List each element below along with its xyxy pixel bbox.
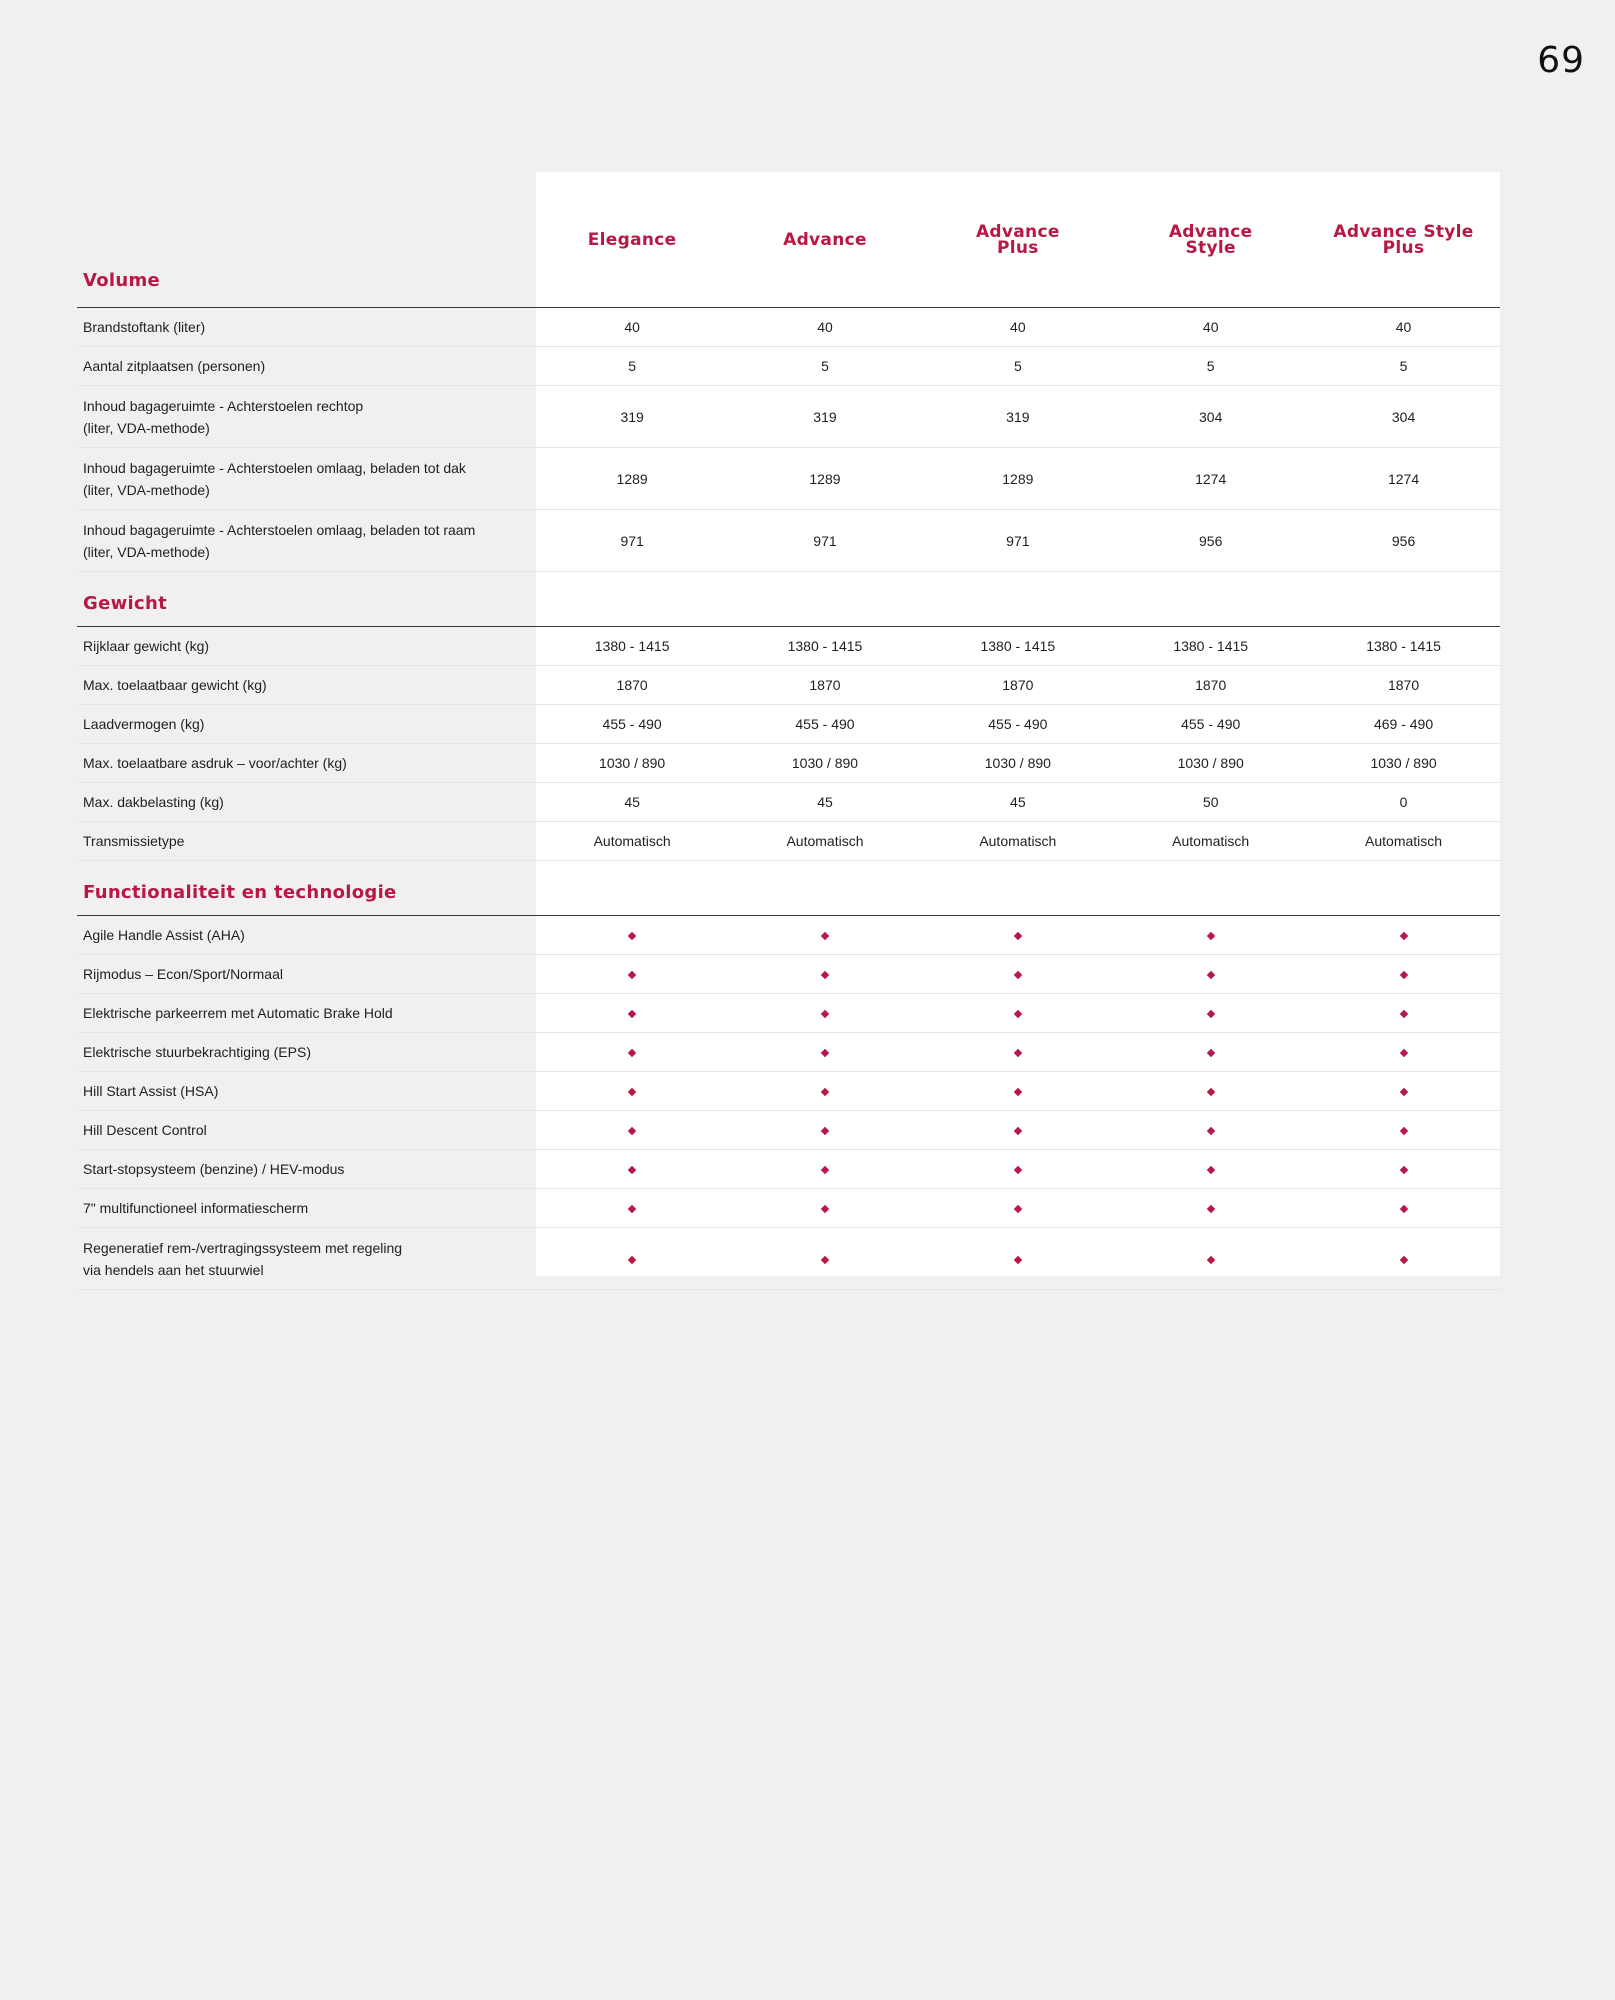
cell-elegance: 455 - 490 <box>602 716 662 732</box>
cell-advance-style: 1870 <box>1195 677 1227 693</box>
included-diamond-icon <box>1206 1127 1214 1135</box>
cell-advance: 5 <box>821 358 829 374</box>
included-diamond-icon <box>628 1049 636 1057</box>
cell-advance-style: 5 <box>1206 358 1215 374</box>
row-label: Inhoud bagageruimte - Achterstoelen omlaag, beladen tot dak (liter, VDA-methode) <box>83 459 466 498</box>
cell-advance-style-plus: 1274 <box>1387 470 1420 487</box>
cell-advance-plus: 971 <box>1006 532 1030 549</box>
table-row <box>77 347 1500 386</box>
included-diamond-icon <box>1399 1166 1407 1174</box>
cell-advance-style-plus: 956 <box>1391 532 1416 549</box>
cell-advance-style-plus <box>1307 1080 1500 1102</box>
included-diamond-icon <box>1399 1010 1407 1018</box>
included-diamond-icon <box>1399 932 1407 940</box>
cell-advance: 1289 <box>809 470 841 487</box>
included-diamond-icon <box>1399 1127 1407 1135</box>
cell-advance-plus: 5 <box>1013 358 1022 374</box>
table-row <box>77 1150 1500 1189</box>
cell-advance-style <box>1114 1041 1307 1063</box>
cell-elegance <box>536 1041 729 1063</box>
cell-advance-style-plus <box>1307 1119 1500 1141</box>
cell-elegance: 1870 <box>616 677 648 693</box>
table-row <box>77 1111 1500 1150</box>
table-row <box>77 308 1500 347</box>
cell-advance-plus <box>921 1248 1114 1270</box>
included-diamond-icon <box>1206 971 1214 979</box>
cell-advance-style-plus <box>1307 1197 1500 1219</box>
table-row <box>77 1072 1500 1111</box>
row-label: Max. dakbelasting (kg) <box>83 794 224 810</box>
cell-advance-plus: 1289 <box>1002 470 1034 487</box>
page-number: 69 <box>1537 40 1585 81</box>
included-diamond-icon <box>1014 1127 1022 1135</box>
cell-advance-style-plus: 40 <box>1395 319 1412 335</box>
table-row <box>77 510 1500 572</box>
row-label: Inhoud bagageruimte - Achterstoelen rechtop (liter, VDA-methode) <box>83 397 364 436</box>
cell-advance-style: 1274 <box>1195 470 1227 487</box>
section-header-gewicht <box>77 572 1500 627</box>
cell-advance-style: 50 <box>1202 794 1219 810</box>
row-label: Elektrische parkeerrem met Automatic Brake Hold <box>83 1005 393 1021</box>
cell-advance: 40 <box>817 319 833 335</box>
cell-advance-style: 455 - 490 <box>1181 716 1241 732</box>
table-row <box>77 1033 1500 1072</box>
cell-advance-style <box>1114 963 1307 985</box>
cell-elegance <box>536 963 729 985</box>
cell-advance-style-plus <box>1307 1248 1500 1270</box>
row-label: Max. toelaatbare asdruk – voor/achter (kg) <box>83 755 347 771</box>
cell-advance-plus: 40 <box>1010 319 1026 335</box>
included-diamond-icon <box>1014 1256 1022 1264</box>
included-diamond-icon <box>821 932 829 940</box>
cell-advance <box>729 1248 922 1270</box>
spec-table <box>77 172 1500 1290</box>
included-diamond-icon <box>821 1049 829 1057</box>
table-row <box>77 386 1500 448</box>
cell-advance-plus <box>921 1002 1114 1024</box>
cell-advance-style: 40 <box>1202 319 1219 335</box>
cell-advance <box>729 924 922 946</box>
cell-elegance <box>536 1002 729 1024</box>
included-diamond-icon <box>1206 1205 1214 1213</box>
included-diamond-icon <box>821 1256 829 1264</box>
section-title: Gewicht <box>83 593 167 614</box>
cell-elegance <box>536 924 729 946</box>
cell-advance-style: 956 <box>1199 532 1223 549</box>
cell-advance-plus: Automatisch <box>979 833 1057 849</box>
row-label: Hill Descent Control <box>83 1122 207 1138</box>
cell-elegance: 1030 / 890 <box>599 755 666 771</box>
cell-advance <box>729 1041 922 1063</box>
cell-advance-style <box>1114 1119 1307 1141</box>
included-diamond-icon <box>1206 1088 1214 1096</box>
cell-advance-style-plus <box>1307 1158 1500 1180</box>
cell-elegance <box>536 1158 729 1180</box>
row-label: Aantal zitplaatsen (personen) <box>83 358 266 374</box>
cell-advance-style-plus: 1030 / 890 <box>1370 755 1437 771</box>
cell-elegance: 5 <box>628 358 637 374</box>
cell-elegance: 1289 <box>616 470 648 487</box>
included-diamond-icon <box>1014 1010 1022 1018</box>
included-diamond-icon <box>628 971 636 979</box>
cell-advance-plus: 1380 - 1415 <box>980 638 1056 654</box>
cell-advance: 455 - 490 <box>795 716 855 732</box>
included-diamond-icon <box>1014 1088 1022 1096</box>
table-row <box>77 666 1500 705</box>
column-header-advance-style-plus: Advance Style Plus <box>1333 221 1474 258</box>
cell-advance-style-plus <box>1307 924 1500 946</box>
cell-advance-style-plus <box>1307 963 1500 985</box>
cell-elegance: 45 <box>624 794 640 810</box>
column-header-advance-style: Advance Style <box>1168 221 1253 258</box>
cell-advance-style-plus: Automatisch <box>1365 833 1443 849</box>
cell-advance-style-plus: 0 <box>1399 794 1408 810</box>
cell-elegance <box>536 1248 729 1270</box>
cell-advance-plus <box>921 924 1114 946</box>
cell-advance-style-plus <box>1307 1041 1500 1063</box>
included-diamond-icon <box>1014 1205 1022 1213</box>
included-diamond-icon <box>1206 1256 1214 1264</box>
cell-advance: Automatisch <box>786 833 864 849</box>
section-header-volume <box>77 172 1500 308</box>
cell-elegance <box>536 1197 729 1219</box>
cell-advance-style: 1380 - 1415 <box>1173 638 1249 654</box>
cell-advance-style <box>1114 1002 1307 1024</box>
included-diamond-icon <box>1206 1010 1214 1018</box>
included-diamond-icon <box>1014 932 1022 940</box>
cell-advance-style-plus <box>1307 1002 1500 1024</box>
cell-advance: 1380 - 1415 <box>787 638 863 654</box>
table-row <box>77 994 1500 1033</box>
column-header-advance-plus: Advance Plus <box>975 221 1060 258</box>
row-label: Transmissietype <box>83 833 185 849</box>
cell-elegance <box>536 1080 729 1102</box>
cell-advance-plus <box>921 1158 1114 1180</box>
included-diamond-icon <box>1206 932 1214 940</box>
cell-advance-style-plus: 304 <box>1391 408 1416 425</box>
table-row <box>77 627 1500 666</box>
cell-advance <box>729 1197 922 1219</box>
table-row <box>77 448 1500 510</box>
column-header-elegance: Elegance <box>587 229 677 250</box>
cell-advance-style-plus: 469 - 490 <box>1373 716 1434 732</box>
included-diamond-icon <box>821 1166 829 1174</box>
included-diamond-icon <box>628 1088 636 1096</box>
section-title: Volume <box>83 270 161 291</box>
cell-advance-style <box>1114 1080 1307 1102</box>
included-diamond-icon <box>1399 1205 1407 1213</box>
cell-advance-style <box>1114 924 1307 946</box>
cell-advance-plus: 1870 <box>1002 677 1034 693</box>
cell-advance <box>729 1158 922 1180</box>
cell-advance-plus: 319 <box>1006 408 1030 425</box>
cell-elegance: 40 <box>624 319 640 335</box>
cell-advance-style: Automatisch <box>1172 833 1250 849</box>
cell-advance-plus: 455 - 490 <box>988 716 1048 732</box>
row-label: Elektrische stuurbekrachtiging (EPS) <box>83 1044 311 1060</box>
cell-advance-plus: 1030 / 890 <box>984 755 1051 771</box>
row-label: Rijmodus – Econ/Sport/Normaal <box>83 966 283 982</box>
row-label: Start-stopsysteem (benzine) / HEV-modus <box>83 1161 345 1177</box>
row-label: Regeneratief rem-/vertragingssysteem met regeling via hendels aan het stuurwiel <box>83 1239 403 1278</box>
included-diamond-icon <box>1399 971 1407 979</box>
included-diamond-icon <box>1014 1049 1022 1057</box>
column-header-advance: Advance <box>783 229 867 250</box>
cell-advance-plus: 45 <box>1010 794 1026 810</box>
cell-advance-style <box>1114 1248 1307 1270</box>
included-diamond-icon <box>628 932 636 940</box>
cell-advance: 1030 / 890 <box>791 755 859 771</box>
included-diamond-icon <box>628 1205 636 1213</box>
included-diamond-icon <box>628 1256 636 1264</box>
cell-advance-style <box>1114 1158 1307 1180</box>
row-label: 7" multifunctioneel informatiescherm <box>83 1200 309 1216</box>
cell-advance <box>729 1119 922 1141</box>
cell-advance-style-plus: 5 <box>1399 358 1408 374</box>
row-label: Agile Handle Assist (AHA) <box>83 927 245 943</box>
table-row <box>77 744 1500 783</box>
row-label: Brandstoftank (liter) <box>83 319 206 335</box>
included-diamond-icon <box>1206 1049 1214 1057</box>
cell-advance-plus <box>921 963 1114 985</box>
cell-advance-plus <box>921 1119 1114 1141</box>
row-label: Hill Start Assist (HSA) <box>83 1083 219 1099</box>
cell-elegance: Automatisch <box>593 833 671 849</box>
included-diamond-icon <box>628 1127 636 1135</box>
row-label: Max. toelaatbaar gewicht (kg) <box>83 677 267 693</box>
cell-advance-style-plus: 1870 <box>1387 677 1420 693</box>
cell-advance: 45 <box>817 794 833 810</box>
included-diamond-icon <box>821 1127 829 1135</box>
cell-advance <box>729 1002 922 1024</box>
cell-advance: 971 <box>813 532 837 549</box>
included-diamond-icon <box>821 1088 829 1096</box>
row-label: Rijklaar gewicht (kg) <box>83 638 210 654</box>
included-diamond-icon <box>1399 1256 1407 1264</box>
table-row <box>77 916 1500 955</box>
cell-advance-plus <box>921 1197 1114 1219</box>
included-diamond-icon <box>821 971 829 979</box>
table-row <box>77 783 1500 822</box>
cell-advance <box>729 963 922 985</box>
included-diamond-icon <box>1399 1049 1407 1057</box>
cell-advance-style-plus: 1380 - 1415 <box>1366 638 1441 654</box>
table-row <box>77 822 1500 861</box>
table-row <box>77 1189 1500 1228</box>
included-diamond-icon <box>628 1010 636 1018</box>
cell-advance: 319 <box>813 408 837 425</box>
cell-advance <box>729 1080 922 1102</box>
cell-advance-plus <box>921 1080 1114 1102</box>
cell-elegance: 319 <box>620 408 644 425</box>
included-diamond-icon <box>1014 971 1022 979</box>
included-diamond-icon <box>821 1010 829 1018</box>
section-title: Functionaliteit en technologie <box>83 882 397 903</box>
included-diamond-icon <box>1399 1088 1407 1096</box>
cell-advance-style <box>1114 1197 1307 1219</box>
cell-elegance: 971 <box>620 532 644 549</box>
table-row <box>77 955 1500 994</box>
row-label: Laadvermogen (kg) <box>83 716 205 732</box>
cell-advance-style: 1030 / 890 <box>1177 755 1244 771</box>
section-header-functionaliteit-en-technologie <box>77 861 1500 916</box>
included-diamond-icon <box>1014 1166 1022 1174</box>
cell-advance: 1870 <box>809 677 841 693</box>
table-row <box>77 1228 1500 1290</box>
cell-elegance: 1380 - 1415 <box>594 638 670 654</box>
table-row <box>77 705 1500 744</box>
cell-advance-style: 304 <box>1199 408 1223 425</box>
cell-elegance <box>536 1119 729 1141</box>
included-diamond-icon <box>821 1205 829 1213</box>
included-diamond-icon <box>628 1166 636 1174</box>
row-label: Inhoud bagageruimte - Achterstoelen omlaag, beladen tot raam (liter, VDA-methode) <box>83 521 476 560</box>
cell-advance-plus <box>921 1041 1114 1063</box>
included-diamond-icon <box>1206 1166 1214 1174</box>
